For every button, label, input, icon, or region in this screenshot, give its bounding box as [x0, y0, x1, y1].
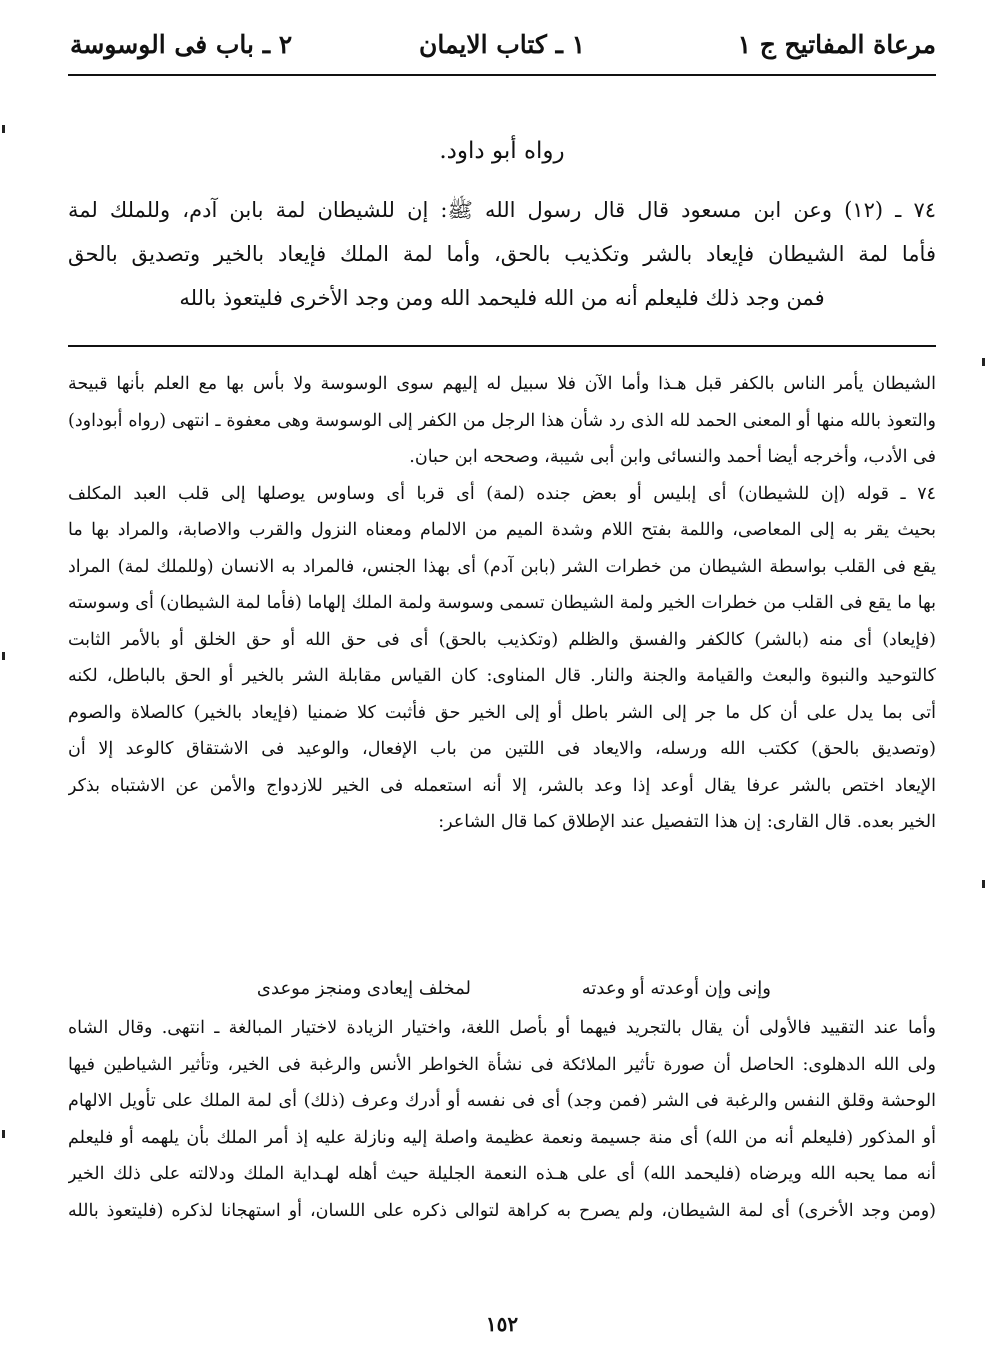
hadith-line: فأما لمة الشيطان فإيعاد بالشر وتكذيب بالحق، وأما لمة الملك فإيعاد بالخير وتصديق بالحق — [68, 242, 936, 266]
verse-first-hemistich: وإنى وإن أوعدته أو وعدته — [581, 978, 771, 999]
book-page — [68, 20, 936, 1340]
commentary-line: أنه مما يحبه الله ويرضاه (فليحمد الله) أى على هـذه النعمة الجليلة حيث أهله لهـداية الملك ودلالته على ذلك الخير — [68, 1164, 936, 1184]
margin-mark — [2, 1130, 5, 1138]
commentary-line: ولى الله الدهلوى: الحاصل أن صورة تأثير الملائكة فى نشأة الخواطر الأنس والرغبة فى الخير، وتأثير الشياطين فيها — [68, 1054, 936, 1075]
commentary-line: بحيث يقر به إلى المعاصى، واللمة بفتح اللام وشدة الميم من الالمام ومعناه النزول والقرب والاصابة، والمراد بها ما — [68, 520, 936, 540]
commentary-line: وأما عند التقييد فالأولى أن يقال بالتجريد فيهما أو بأصل اللغة، واختيار الزيادة لاختيار المبالغة ـ انتهى. وقال الشاه — [68, 1018, 936, 1038]
commentary-line: الوحشة وقلق النفس والرغبة فى الشر (فمن وجد) أى فى نفسه أو أدرك وعرف (ذلك) أى لمة الملك على تأويل الالهام — [68, 1091, 936, 1111]
hadith-source: رواه أبو داود. — [439, 138, 565, 164]
hadith-text — [68, 188, 936, 320]
verse-second-hemistich: لمخلف إيعادى ومنجز موعدى — [256, 978, 471, 999]
commentary-line: (فإيعاد) أى منه (بالشر) كالكفر والفسق والظلم (وتكذيب بالحق) أى فى حق الله أو حق الخلق أو بالأمر الثابت — [68, 629, 936, 650]
commentary-line: (وتصديق بالحق) ككتب الله ورسله، والايعاد فى اللتين من باب الإفعال، والوعيد فى الاشتقاق كالوعد إلا أن — [68, 739, 936, 759]
margin-mark — [2, 652, 5, 660]
header-chapter: ١ ـ كتاب الايمان — [418, 30, 586, 59]
commentary-line: فى الأدب، وأخرجه أيضا أحمد والنسائى وابن أبى شيبة، وصححه ابن حبان. — [409, 447, 936, 467]
commentary-line: كالتوحيد والنبوة والبعث والقيامة والجنة والنار. قال المناوى: كان القياس مقابلة الشر بالخير أو الحق بالباطل، لكنه — [68, 666, 936, 686]
commentary — [68, 366, 936, 841]
commentary-line: (ومن وجد الأخرى) أى لمة الشيطان، ولم يصرح به كراهة لتوالى ذكره على اللسان، أو استهجانا لذكره (فليتعوذ بالله — [68, 1200, 936, 1221]
commentary-line: يقع فى القلب بواسطة الشيطان من خطرات الشر (بابن آدم) أى بهذا الجنس، فالمراد به الانسان (وللملك لمة) المراد — [68, 556, 936, 577]
header-book-title: مرعاة المفاتيح ج ١ — [737, 30, 936, 59]
commentary-line: الشيطان يأمر الناس بالكفر قبل هـذا وأما الآن فلا سبيل له إليهم سوى الوسوسة ولا بأس بها مع العلم بأنها قبيحة — [68, 374, 936, 394]
margin-mark — [982, 358, 985, 366]
page-number: ١٥٢ — [485, 1312, 519, 1336]
header-rule — [68, 74, 936, 76]
commentary-line: ٧٤ ـ قوله (إن للشيطان) أى إبليس أو بعض جنده (لمة) أى قربا أى وساوس يوصلها إلى قلب العبد المكلف — [68, 483, 936, 504]
commentary-continued — [68, 1010, 936, 1229]
commentary-line: والتعوذ بالله منها أو المعنى الحمد لله الذى رد شأن هذا الرجل من الكفر إلى الوسوسة وهى معفوة ـ انتهى (رواه أبوداود) — [68, 410, 936, 431]
commentary-line: الإيعاد اختص بالشر عرفا يقال أوعد إذا وعد بالشر، إلا أنه استعمله فى الخير للازدواج والأمن عن الاشتباه بذكر — [68, 775, 936, 796]
hadith-line: ٧٤ ـ (١٢) وعن ابن مسعود قال قال رسول الله ﷺ: إن للشيطان لمة بابن آدم، وللملك لمة — [68, 198, 936, 222]
margin-mark — [982, 880, 985, 888]
running-header — [68, 20, 936, 70]
section-rule — [68, 345, 936, 347]
poetry-verse — [68, 974, 936, 1010]
commentary-line: أتى بما يدل على أن كل ما جر إلى الشر باطل أو إلى الخير حق فأثبت كلا ضمنيا (فإيعاد بالخير) كالصلاة والصوم — [68, 702, 936, 723]
margin-mark — [2, 125, 5, 133]
hadith-line: فمن وجد ذلك فليعلم أنه من الله فليحمد الله ومن وجد الأخرى فليتعوذ بالله — [179, 286, 825, 310]
commentary-line: بها ما يقع فى القلب من خطرات الخير ولمة الشيطان تسمى وسوسة ولمة الملك إلهاما (فأما لمة الشيطان) أى وسوسته — [68, 593, 936, 613]
commentary-line: الخير بعده. قال القارى: إن هذا التفصيل عند الإطلاق كما قال الشاعر: — [438, 812, 936, 832]
header-section: ٢ ـ باب فى الوسوسة — [70, 30, 293, 59]
commentary-line: أو المذكور (فليعلم أنه من الله) أى منة جسيمة ونعمة عظيمة واصلة إليه ونازلة عليه إذ أمر الملك بأن يلهمه أو فليعلم — [68, 1127, 936, 1148]
